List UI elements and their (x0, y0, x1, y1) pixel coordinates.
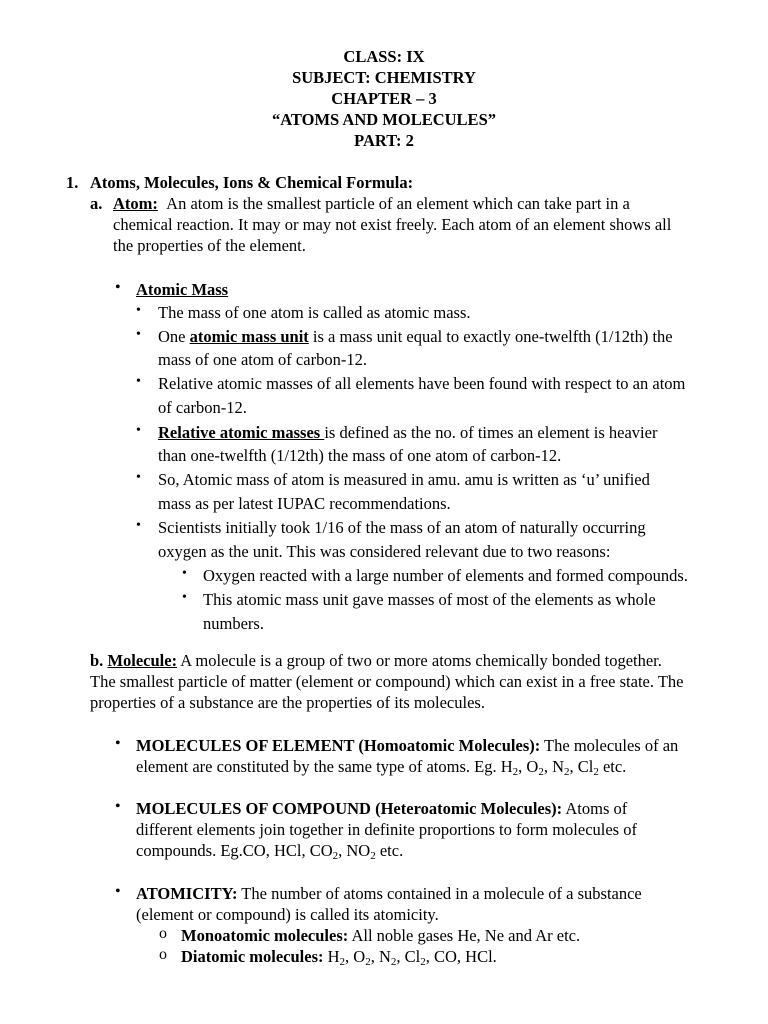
section-number: 1. (66, 173, 79, 192)
bullet-icon: • (136, 327, 141, 342)
bullet-icon: • (136, 423, 141, 438)
mol-element-term: MOLECULES OF ELEMENT (Homoatomic Molecules): (136, 736, 541, 755)
atomicity-line-2: (element or compound) is called its atomicity. (136, 905, 439, 924)
atomic-mass-item-3-line-1: Relative atomic masses of all elements have been found with respect to an atom (158, 374, 686, 393)
sub-item-1: Oxygen reacted with a large number of elements and formed compounds. (203, 566, 688, 585)
comma: , (518, 757, 527, 776)
atomicity-rest: The number of atoms contained in a molecule of a substance (237, 884, 642, 903)
mol-compound-line-3 (136, 840, 403, 861)
atom-line-3: the properties of the element. (113, 236, 306, 255)
subscript: 2 (365, 956, 371, 968)
atomic-mass-item-1: The mass of one atom is called as atomic mass. (158, 303, 471, 322)
molecule-line-2: The smallest particle of matter (element or compound) which can exist in a free state. The (90, 672, 684, 691)
bullet-icon: • (115, 735, 121, 752)
circle-bullet-icon: o (159, 925, 167, 942)
atomic-mass-item-6-line-1: Scientists initially took 1/16 of the mass of an atom of naturally occurring (158, 518, 646, 537)
chapter-line: CHAPTER – 3 (331, 89, 437, 108)
molecule-line-1 (90, 650, 662, 671)
subject-line: SUBJECT: CHEMISTRY (292, 68, 476, 87)
atomic-mass-heading: Atomic Mass (136, 280, 229, 299)
atomic-mass-item-2-line-1 (158, 326, 673, 347)
class-line: CLASS: IX (343, 47, 425, 66)
item-4-rest: is defined as the no. of times an element is heavier (324, 423, 658, 442)
atom-line-1 (113, 193, 630, 214)
formula-h: H (323, 947, 340, 966)
bullet-icon: • (115, 279, 121, 296)
subscript: 2 (339, 956, 346, 968)
comma: , (370, 947, 379, 966)
mol-compound-line-2: different elements join together in definite proportions to form molecules of (136, 820, 637, 839)
comma: , (396, 947, 405, 966)
monoatomic-rest: All noble gases He, Ne and Ar etc. (348, 926, 581, 945)
formula-o: O (526, 757, 539, 776)
bullet-icon: • (136, 374, 141, 389)
bullet-icon: • (115, 883, 121, 900)
comma: , (338, 841, 347, 860)
monoatomic-line (181, 925, 580, 946)
section-heading: Atoms, Molecules, Ions & Chemical Formula: (90, 173, 414, 192)
subscript: 2 (593, 766, 599, 778)
mol-compound-term: MOLECULES OF COMPOUND (Heteroatomic Molecules): (136, 799, 563, 818)
atomicity-term: ATOMICITY: (136, 884, 238, 903)
formula-n: N (552, 757, 564, 776)
title-line: “ATOMS AND MOLECULES” (271, 110, 496, 129)
item-2-rest: is a mass unit equal to exactly one-twelfth (1/12th) the (308, 327, 673, 346)
subscript: 2 (563, 766, 570, 778)
bullet-icon: • (136, 303, 141, 318)
molecule-line-3: properties of a substance are the properties of its molecules. (90, 693, 485, 712)
atom-letter: a. (90, 194, 103, 213)
molecule-text-1: A molecule is a group of two or more atoms chemically bonded together. (180, 651, 662, 670)
atomicity-line-1 (136, 883, 642, 904)
subscript: 2 (538, 766, 544, 778)
atomic-mass-item-5-line-1: So, Atomic mass of atom is measured in amu. amu is written as ‘u’ unified (158, 470, 650, 489)
molecule-letter: b. (90, 651, 104, 670)
formula-cl: Cl (404, 947, 421, 966)
atomic-mass-item-5-line-2: mass as per latest IUPAC recommendations. (158, 494, 451, 513)
bullet-icon: • (136, 470, 141, 485)
formula-n: N (378, 947, 391, 966)
subscript: 2 (512, 766, 519, 778)
mol-compound-line-1 (136, 798, 627, 819)
comma: , (345, 947, 354, 966)
formula-no: NO (346, 841, 371, 860)
item-2-lead: One (158, 327, 190, 346)
etc: etc. (375, 841, 404, 860)
subscript: 2 (420, 956, 426, 968)
formula-cl: Cl (577, 757, 594, 776)
formula-o: O (353, 947, 366, 966)
bullet-icon: • (136, 518, 141, 533)
subscript: 2 (390, 956, 397, 968)
diatomic-term: Diatomic molecules: (181, 947, 324, 966)
atomic-mass-item-4-line-1 (158, 422, 657, 443)
molecule-term: Molecule: (107, 651, 178, 670)
bullet-icon: • (115, 798, 121, 815)
subscript: 2 (370, 850, 376, 862)
atomic-mass-item-4-line-2: than one-twelfth (1/12th) the mass of one atom of carbon-12. (158, 446, 562, 465)
mol-element-line-2 (136, 756, 626, 777)
mol-compound-rest: Atoms of (562, 799, 628, 818)
etc: etc. (598, 757, 627, 776)
mol-compound-text: compounds. Eg.CO, HCl, CO (136, 841, 333, 860)
comma: , (543, 757, 553, 776)
atom-term: Atom: (113, 194, 158, 213)
sub-item-2-line-2: numbers. (203, 614, 264, 633)
atomic-mass-item-6-line-2: oxygen as the unit. This was considered relevant due to two reasons: (158, 542, 611, 561)
comma: , (569, 757, 578, 776)
atom-line-2: chemical reaction. It may or may not exist freely. Each atom of an element shows all (113, 215, 672, 234)
mol-element-line-1 (136, 735, 678, 756)
circle-bullet-icon: o (159, 946, 167, 963)
sub-item-2-line-1: This atomic mass unit gave masses of most of the elements as whole (203, 590, 656, 609)
relative-atomic-masses-term: Relative atomic masses (158, 423, 325, 442)
subscript: 2 (332, 850, 339, 862)
atomic-mass-item-2-line-2: mass of one atom of carbon-12. (158, 350, 367, 369)
bullet-icon: • (182, 590, 187, 605)
diatomic-tail: , CO, HCl. (425, 947, 497, 966)
document-header (0, 46, 768, 151)
diatomic-line (181, 946, 497, 967)
monoatomic-term: Monoatomic molecules: (181, 926, 349, 945)
mol-element-text: element are constituted by the same type of atoms. Eg. H (136, 757, 513, 776)
bullet-icon: • (182, 566, 187, 581)
atomic-mass-item-3-line-2: of carbon-12. (158, 398, 247, 417)
mol-element-rest: The molecules of an (540, 736, 679, 755)
atom-text-1: An atom is the smallest particle of an element which can take part in a (166, 194, 630, 213)
part-line: PART: 2 (354, 131, 414, 150)
atomic-mass-unit-term: atomic mass unit (189, 327, 309, 346)
